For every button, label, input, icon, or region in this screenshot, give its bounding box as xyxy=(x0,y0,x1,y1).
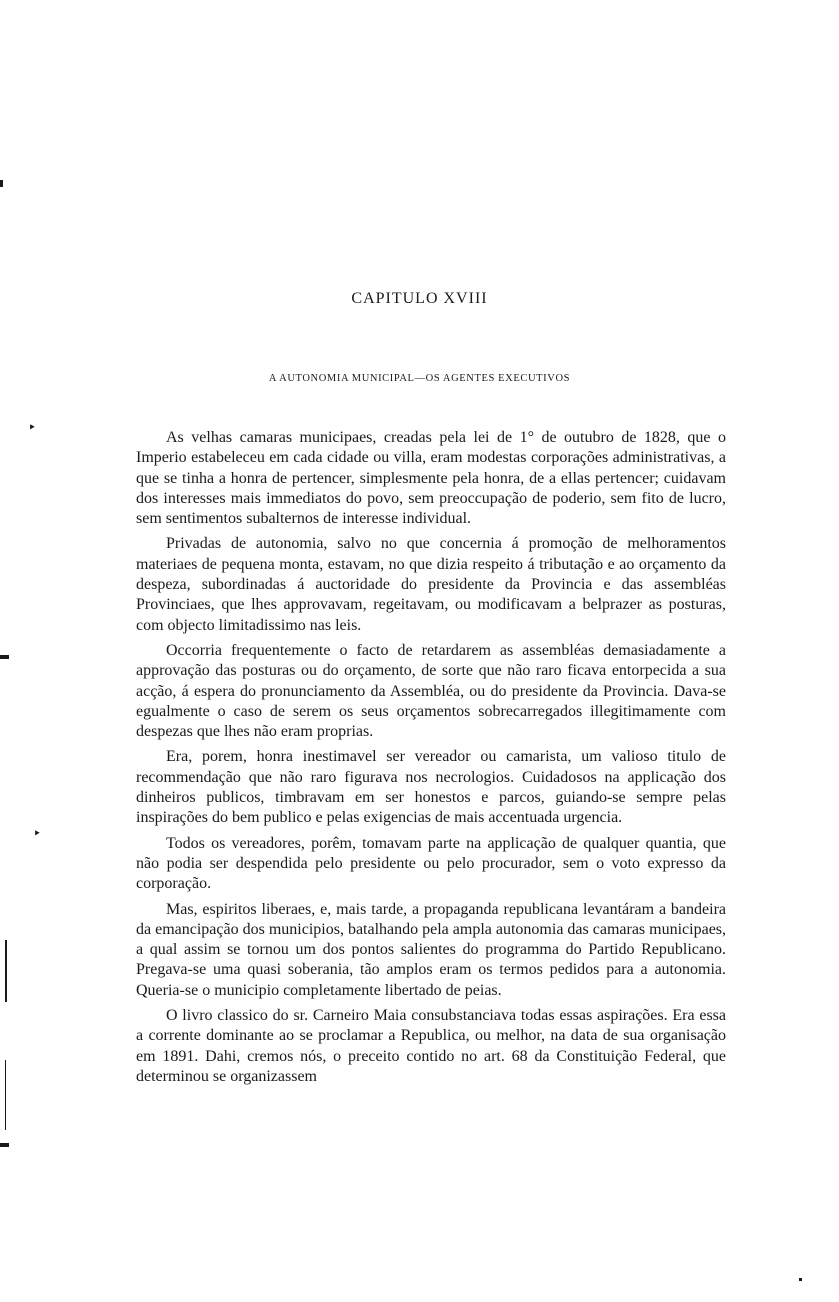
chapter-title: CAPITULO XVIII xyxy=(351,290,488,307)
margin-tick-mark: ‣ xyxy=(28,421,37,436)
scan-mark xyxy=(0,655,9,659)
paragraph: Occorria frequentemente o facto de retardarem as assembléas demasiadamente a approvação das posturas ou do orçamento, de sorte que não raro ficava entorpecida a sua acção, á espera do pronunciamento da Assembléa, ou do presidente da Provincia. Dava-se egualmente o caso de serem os seus orçamentos sobrecarregados illegitimamente com despezas que lhes não eram proprias. xyxy=(136,641,726,741)
margin-tick-mark: ‣ xyxy=(33,827,42,842)
scan-mark xyxy=(0,180,3,187)
paragraph: Mas, espiritos liberaes, e, mais tarde, a propaganda republicana levantáram a bandeira da emancipação dos municipios, batalhando pela ampla autonomia das camaras municipaes, a qual assim se tornou um dos pontos salientes do programma do Partido Republicano. Pregava-se uma quasi soberania, tão amplos eram os termos pedidos para a autonomia. Queria-se o municipio completamente libertado de peias. xyxy=(136,900,727,999)
scan-mark xyxy=(0,1143,9,1147)
scan-mark xyxy=(5,1060,6,1130)
body-text xyxy=(136,428,726,1092)
paragraph: Era, porem, honra inestimavel ser vereador ou camarista, um valioso titulo de recommendação que não raro figurava nos necrologios. Cuidadosos na applicação dos dinheiros publicos, timbravam em ser honestos e parcos, guiando-se sempre pelas inspirações do bem publico e pelas exigencias de mais accentuada urgencia. xyxy=(136,748,726,827)
paragraph: Todos os vereadores, porêm, tomavam parte na applicação de qualquer quantia, que não podia ser despendida pelo presidente ou pelo procurador, sem o voto expresso da corporação. xyxy=(136,834,726,893)
scan-mark xyxy=(5,940,7,1002)
scan-mark xyxy=(799,1278,802,1281)
paragraph: Privadas de autonomia, salvo no que concernia á promoção de melhoramentos materiaes de pequena monta, estavam, no que dizia respeito á tributação e ao orçamento da despeza, subordinadas á auctoridade do presidente da Provincia e das assembléas Provinciaes, que lhes approvavam, regeitavam, ou modificavam a belprazer as posturas, com objecto limitadissimo nas leis. xyxy=(136,535,726,634)
paragraph: As velhas camaras municipaes, creadas pela lei de 1° de outubro de 1828, que o Imperio estabeleceu em cada cidade ou villa, eram modestas corporações administrativas, a que se tinha a honra de pertencer, simplesmente pela honra, de a ellas pertencer; cuidavam dos interesses mais immediatos do povo, sem preoccupação de poderio, sem fito de lucro, sem sentimentos subalternos de interesse individual. xyxy=(136,429,726,528)
chapter-subtitle: A AUTONOMIA MUNICIPAL—OS AGENTES EXECUTIVOS xyxy=(268,373,571,384)
paragraph: O livro classico do sr. Carneiro Maia consubstanciava todas essas aspirações. Era essa a corrente dominante ao se proclamar a Republica, ou melhor, na data de sua organisação em 1891. Dahi, cremos nós, o preceito contido no art. 68 da Constituição Federal, que determinou se organizassem xyxy=(136,1007,726,1085)
